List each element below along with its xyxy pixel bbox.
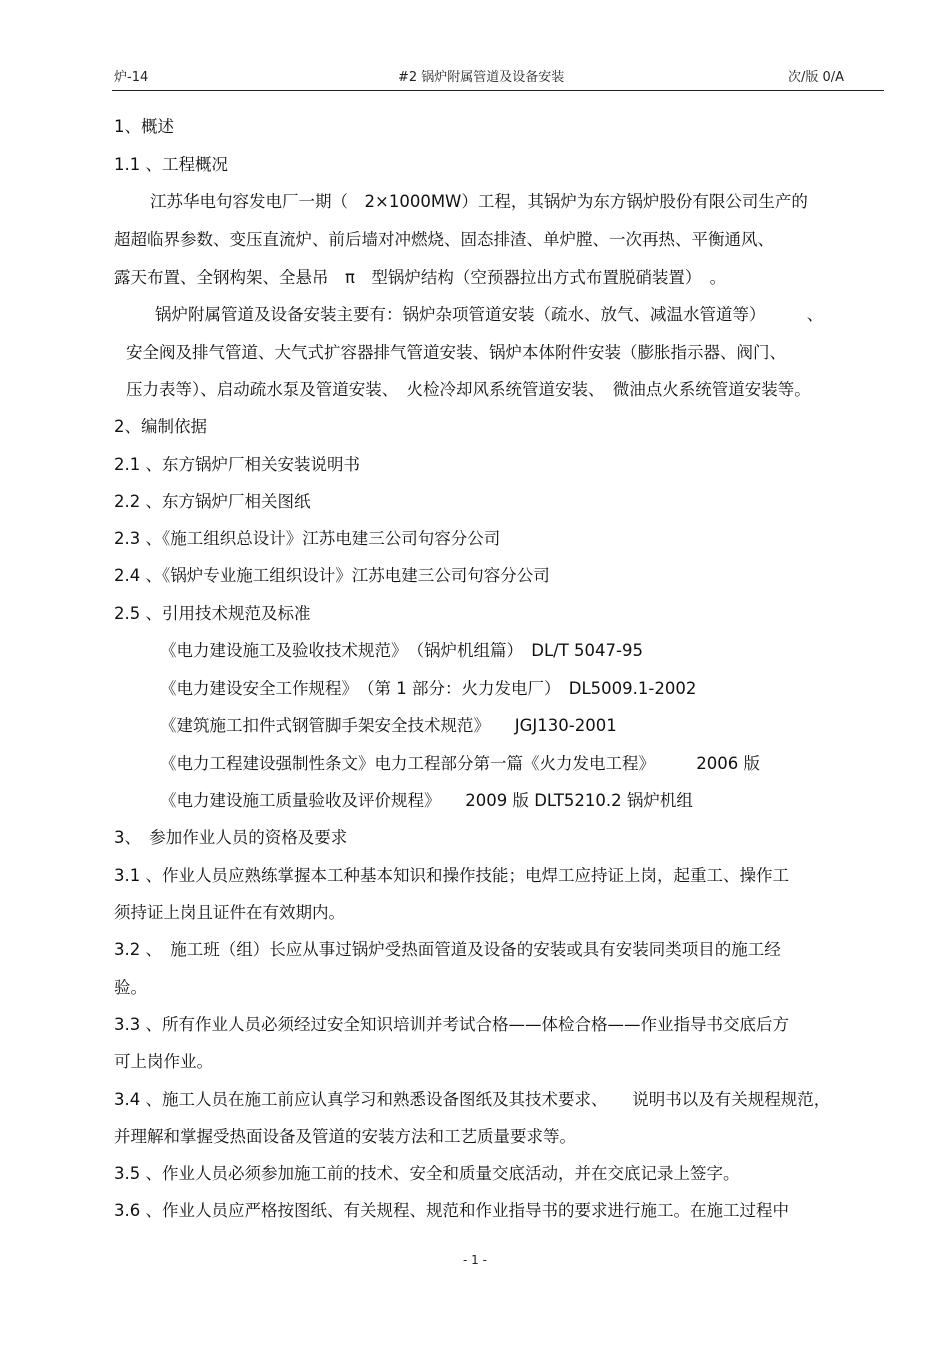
paragraph-line: 并理解和掌握受热面设备及管道的安装方法和工艺质量要求等。	[114, 1127, 576, 1146]
header-rule	[112, 90, 884, 91]
page-number: - 1 -	[463, 1253, 487, 1267]
paragraph-line: 3.6 、作业人员应严格按图纸、有关规程、规范和作业指导书的要求进行施工。在施工过程中	[114, 1201, 789, 1220]
paragraph-line: 江苏华电句容发电厂一期（ 2×1000MW）工程，其锅炉为东方锅炉股份有限公司生产的	[150, 192, 808, 211]
paragraph-line: 3.3 、所有作业人员必须经过安全知识培训并考试合格——体检合格——作业指导书交底后方	[114, 1015, 789, 1034]
header-right: 次/版 0/A	[788, 70, 845, 85]
list-item: 2.4 、《锅炉专业施工组织设计》江苏电建三公司句容分公司	[114, 566, 550, 585]
paragraph-line: 可上岗作业。	[114, 1052, 213, 1071]
paragraph-line: 露天布置、全钢构架、全悬吊 π 型锅炉结构（空预器拉出方式布置脱硝装置） 。	[114, 268, 727, 287]
paragraph-line: 安全阀及排气管道、大气式扩容器排气管道安装、锅炉本体附件安装（膨胀指示器、阀门、	[126, 343, 786, 362]
paragraph-line: 3.1 、作业人员应熟练掌握本工种基本知识和操作技能；电焊工应持证上岗，起重工、操作工	[114, 866, 789, 885]
paragraph-line: 3.2 、 施工班（组）长应从事过锅炉受热面管道及设备的安装或具有安装同类项目的施工经	[114, 940, 781, 959]
standard-reference: 《电力工程建设强制性条文》电力工程部分第一篇《火力发电工程》 2006 版	[160, 754, 760, 773]
paragraph-line: 3.4 、施工人员在施工前应认真学习和熟悉设备图纸及其技术要求、 说明书以及有关规程规范，	[114, 1090, 831, 1109]
paragraph-line: 压力表等）、启动疏水泵及管道安装、 火检冷却风系统管道安装、 微油点火系统管道安装等。	[126, 380, 811, 399]
standard-reference: 《电力建设施工及验收技术规范》 （锅炉机组篇） DL/T 5047-95	[160, 641, 643, 660]
standard-reference: 《电力建设安全工作规程》 （第 1 部分：火力发电厂） DL5009.1-2002	[160, 679, 697, 698]
standard-reference: 《电力建设施工质量验收及评价规程》 2009 版 DLT5210.2 锅炉机组	[160, 791, 693, 810]
section-3-title: 3、 参加作业人员的资格及要求	[114, 828, 348, 847]
section-2-title: 2、编制依据	[114, 417, 207, 436]
list-item: 2.1 、东方锅炉厂相关安装说明书	[114, 455, 360, 474]
header-left: 炉-14	[114, 70, 149, 85]
paragraph-line: 验。	[114, 978, 147, 997]
list-item: 2.5 、引用技术规范及标准	[114, 604, 311, 623]
paragraph-line: 超超临界参数、变压直流炉、前后墙对冲燃烧、固态排渣、单炉膛、一次再热、平衡通风、	[114, 230, 774, 249]
paragraph-line: 3.5 、作业人员必须参加施工前的技术、安全和质量交底活动，并在交底记录上签字。	[114, 1164, 740, 1183]
section-1-1-title: 1.1 、工程概况	[114, 155, 228, 174]
list-item: 2.2 、东方锅炉厂相关图纸	[114, 492, 311, 511]
paragraph-line: 须持证上岗且证件在有效期内。	[114, 903, 345, 922]
section-1-title: 1、概述	[114, 117, 174, 136]
paragraph-line: 锅炉附属管道及设备安装主要有：锅炉杂项管道安装（疏水、放气、减温水管道等） 、	[155, 305, 824, 324]
header-center: #2 锅炉附属管道及设备安装	[398, 70, 565, 85]
list-item: 2.3 、《施工组织总设计》江苏电建三公司句容分公司	[114, 529, 501, 548]
standard-reference: 《建筑施工扣件式钢管脚手架安全技术规范》 JGJ130-2001	[160, 716, 617, 735]
